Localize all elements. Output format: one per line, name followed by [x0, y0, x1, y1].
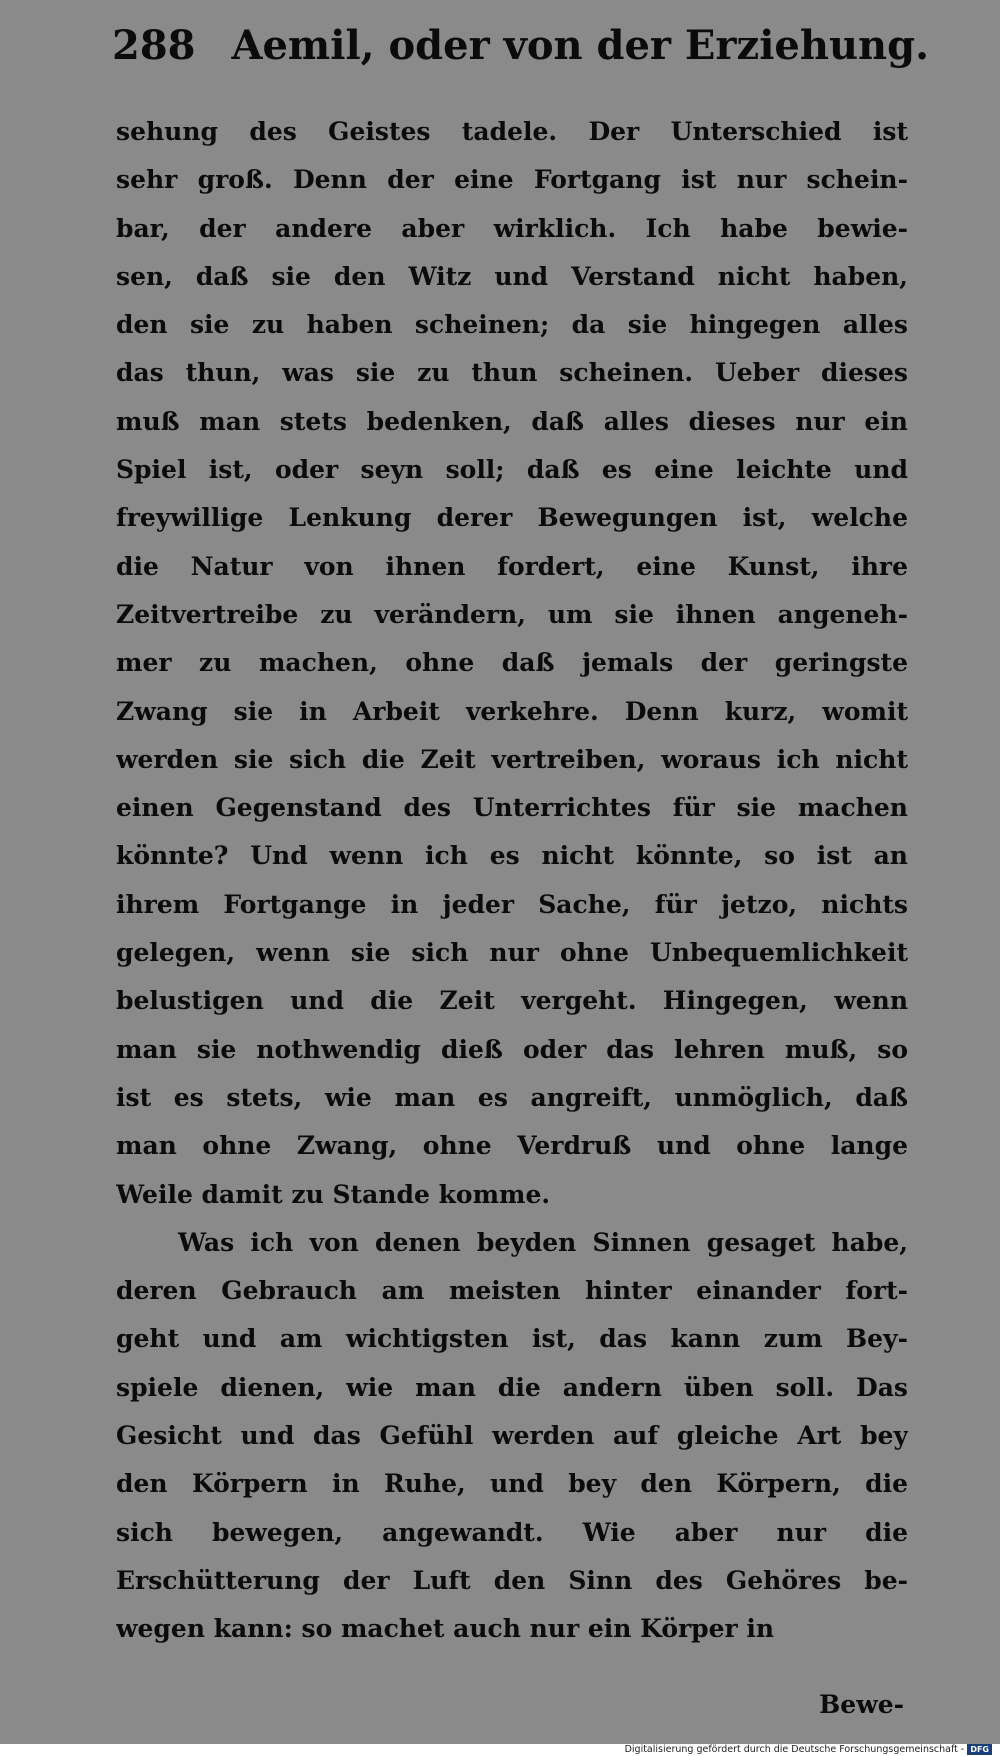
text-line: sich bewegen, angewandt. Wie aber nur die: [116, 1517, 908, 1547]
text-line: sehung des Geistes tadele. Der Unterschied ist: [116, 117, 908, 146]
text-line: Spiel ist, oder seyn soll; daß es eine leichte und: [116, 455, 908, 485]
text-line: geht und am wichtigsten ist, das kann zum Bey-: [116, 1324, 908, 1354]
page-header: [112, 22, 929, 69]
text-line: freywillige Lenkung derer Bewegungen ist, welche: [116, 503, 908, 533]
text-line: das thun, was sie zu thun scheinen. Ueber dieses: [116, 358, 908, 388]
text-line: einen Gegenstand des Unterrichtes für sie machen: [116, 793, 908, 823]
text-line: ist es stets, wie man es angreift, unmöglich, daß: [116, 1082, 908, 1112]
text-line: Erschütterung der Luft den Sinn des Gehöres be-: [116, 1565, 908, 1595]
text-line: man ohne Zwang, ohne Verdruß und ohne lange: [116, 1131, 908, 1161]
text-line: mer zu machen, ohne daß jemals der geringste: [116, 648, 908, 678]
text-line: Zeitvertreibe zu verändern, um sie ihnen angeneh-: [116, 599, 908, 629]
page-number: 288: [112, 22, 196, 69]
running-title: Aemil, oder von der Erziehung.: [231, 22, 929, 69]
text-line: wegen kann: so machet auch nur ein Körper in: [116, 1614, 775, 1644]
digitization-footer: [625, 1742, 992, 1756]
text-line: deren Gebrauch am meisten hinter einander fort-: [116, 1276, 908, 1306]
text-line: belustigen und die Zeit vergeht. Hingegen, wenn: [116, 986, 908, 1016]
catchword: Bewe-: [819, 1690, 904, 1719]
text-line: spiele dienen, wie man die andern üben soll. Das: [116, 1372, 908, 1402]
text-line: gelegen, wenn sie sich nur ohne Unbequemlichkeit: [116, 938, 908, 968]
text-line: Gesicht und das Gefühl werden auf gleiche Art bey: [116, 1421, 908, 1451]
text-line: Weile damit zu Stande komme.: [116, 1179, 551, 1209]
text-line: bar, der andere aber wirklich. Ich habe bewie-: [116, 213, 908, 243]
text-line: man sie nothwendig dieß oder das lehren muß, so: [116, 1034, 908, 1064]
text-line: ihrem Fortgange in jeder Sache, für jetzo, nichts: [116, 889, 908, 919]
text-line: die Natur von ihnen fordert, eine Kunst, ihre: [116, 551, 908, 581]
funding-credit: Digitalisierung gefördert durch die Deutsche Forschungsgemeinschaft -: [624, 1743, 965, 1755]
text-line: könnte? Und wenn ich es nicht könnte, so ist an: [116, 841, 908, 871]
text-line: den Körpern in Ruhe, und bey den Körpern, die: [116, 1469, 908, 1499]
text-line: werden sie sich die Zeit vertreiben, woraus ich nicht: [116, 744, 908, 774]
text-line: sehr groß. Denn der eine Fortgang ist nur schein-: [116, 165, 908, 195]
text-line: den sie zu haben scheinen; da sie hingegen alles: [116, 310, 908, 340]
text-line: muß man stets bedenken, daß alles dieses nur ein: [116, 406, 908, 436]
dfg-logo: DFG: [967, 1744, 992, 1755]
text-line: Zwang sie in Arbeit verkehre. Denn kurz, womit: [116, 696, 908, 726]
body-text: [116, 108, 908, 1654]
text-line: sen, daß sie den Witz und Verstand nicht haben,: [116, 261, 908, 291]
text-line: Was ich von denen beyden Sinnen gesaget habe,: [178, 1227, 908, 1257]
